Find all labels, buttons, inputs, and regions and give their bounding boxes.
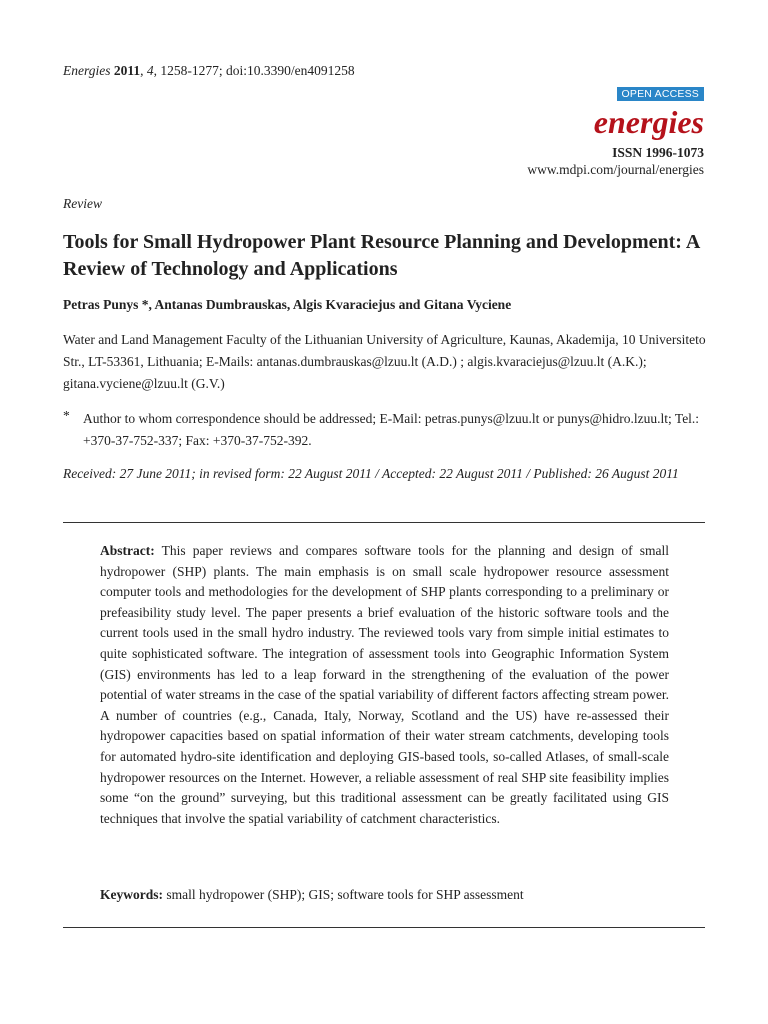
publication-dates: Received: 27 June 2011; in revised form: 22 August 2011 / Accepted: 22 August 2011 / Published: 26 August 2011 bbox=[63, 466, 679, 481]
correspondence-marker: * bbox=[63, 408, 70, 423]
citation-rest: , 1258-1277; doi:10.3390/en4091258 bbox=[153, 63, 355, 78]
correspondence: Author to whom correspondence should be addressed; E-Mail: petras.punys@lzuu.lt or punys@hidro.lzuu.lt; Tel.: +370-37-752-337; Fax: +370-37-752-392. bbox=[83, 411, 700, 448]
divider-bottom bbox=[63, 927, 705, 928]
journal-url[interactable]: www.mdpi.com/journal/energies bbox=[527, 162, 704, 177]
divider-top bbox=[63, 522, 705, 523]
abstract-text: This paper reviews and compares software tools for the planning and design of small hydropower (SHP) plants. The main emphasis is on small scale hydropower resource assessment computer tools and methodologies for the development of SHP plants corresponding to a preliminary or prefeasibility study level. The paper presents a brief evaluation of the historic software tools and the current tools used in the small hydro industry. The reviewed tools vary from simple initial estimates to quite sophisticated software. The integration of assessment tools into Geographic Information System (GIS) environments has led to a leap forward in the strengthening of the evaluation of the power potential of water streams in the case of the spatial variability of different factors affecting stream power. A number of countries (e.g., Canada, Italy, Norway, Scotland and the US) have re-assessed their hydropower capacities based on spatial information of their water stream catchments, developing tools for automated hydro-site identification and deploying GIS-based tools, so-called Atlases, of small-scale hydropower resources on the Internet. However, a reliable assessment of real SHP site feasibility implies some “on the ground” surveying, but this traditional assessment can be greatly facilitated using GIS techniques that involve the spatial variability of catchment characteristics. bbox=[100, 543, 669, 826]
keywords-label: Keywords: bbox=[100, 887, 163, 902]
affiliation: Water and Land Management Faculty of the Lithuanian University of Agriculture, Kaunas, Akademija, 10 Universiteto Str., LT-53361, Lithuania; E-Mails: antanas.dumbrauskas@lzuu.lt (A.D.) ; algis.kvaraciejus@lzuu.lt (A.K.); gitana.vyciene@lzuu.lt (G.V.) bbox=[63, 332, 706, 391]
open-access-badge: OPEN ACCESS bbox=[617, 87, 704, 101]
citation-journal: Energies bbox=[63, 63, 111, 78]
keywords-text: small hydropower (SHP); GIS; software tools for SHP assessment bbox=[166, 887, 524, 902]
authors: Petras Punys *, Antanas Dumbrauskas, Algis Kvaraciejus and Gitana Vyciene bbox=[63, 297, 512, 312]
abstract-label: Abstract: bbox=[100, 543, 155, 558]
citation-line: Energies 2011, 4, 1258-1277; doi:10.3390/en4091258 bbox=[63, 63, 355, 78]
citation-year: 2011 bbox=[113, 63, 141, 78]
abstract bbox=[100, 541, 669, 829]
citation-volume: 4 bbox=[146, 63, 154, 78]
keywords bbox=[100, 887, 524, 903]
article-type: Review bbox=[63, 196, 102, 211]
issn: ISSN 1996-1073 bbox=[612, 145, 704, 160]
journal-logo-text: energies bbox=[593, 104, 704, 140]
paper-title: Tools for Small Hydropower Plant Resource Planning and Development: A Review of Technology and Applications bbox=[63, 231, 700, 280]
